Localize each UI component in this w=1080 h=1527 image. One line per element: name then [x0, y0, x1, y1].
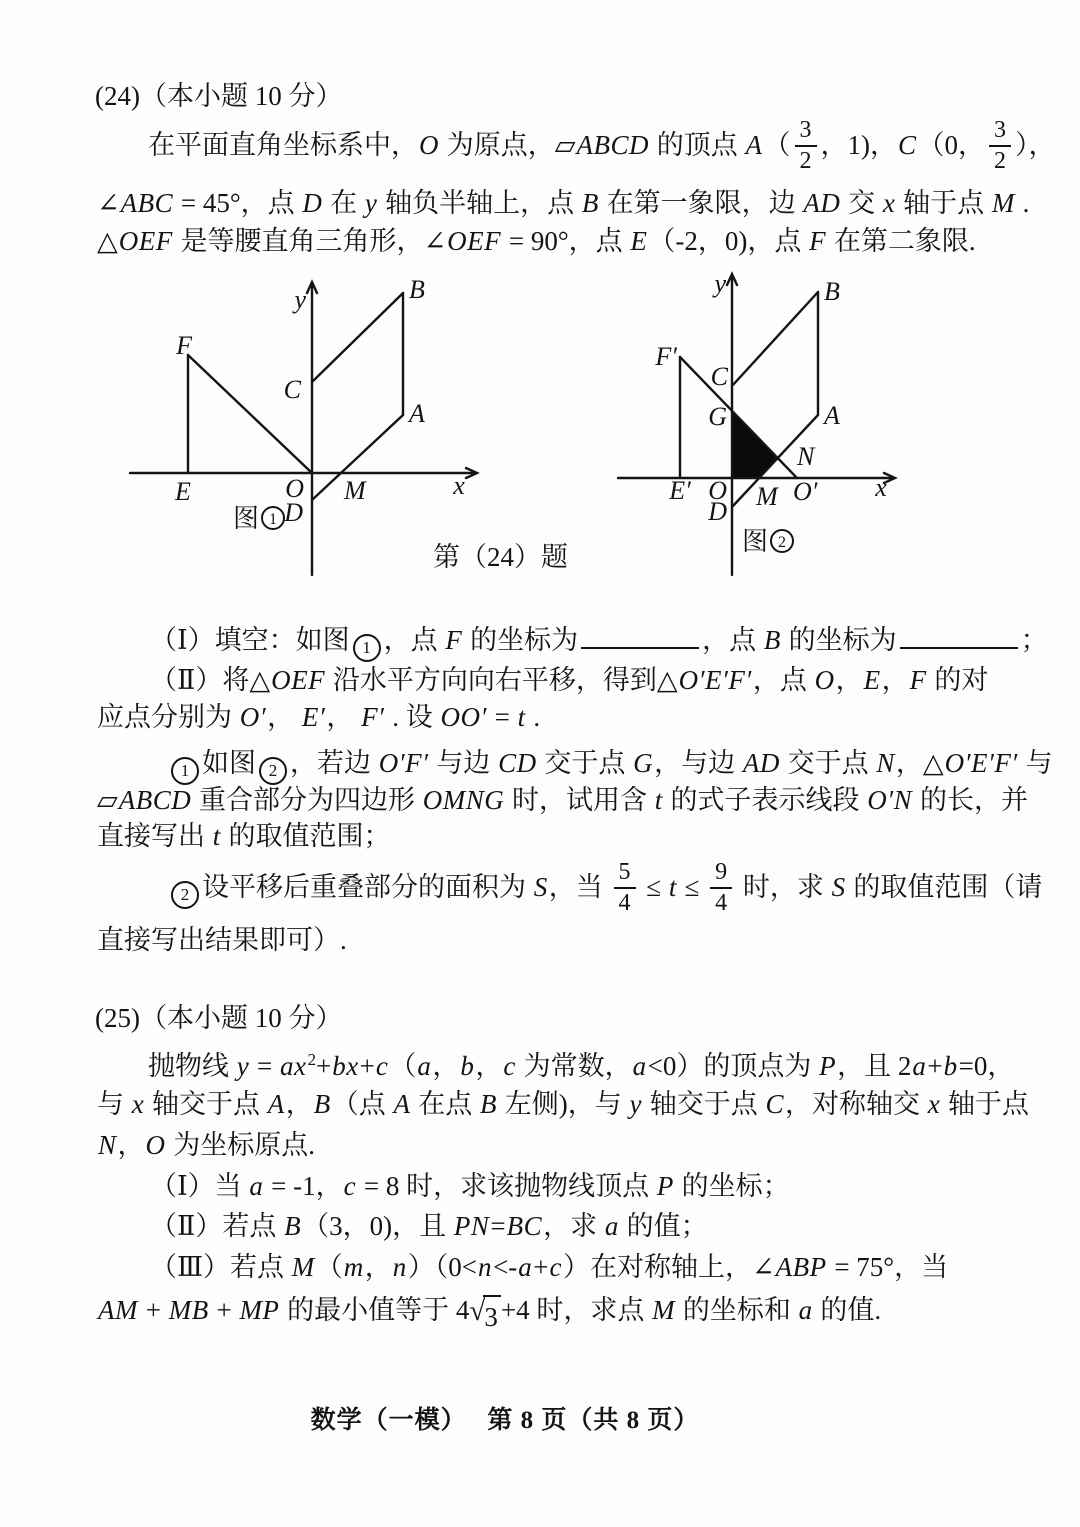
math-variable: t: [668, 872, 677, 902]
text-run: 在: [323, 188, 364, 218]
math-variable: bx: [332, 1051, 359, 1081]
text-run: = 75°，当: [827, 1252, 949, 1282]
fig1-labels: [174, 275, 465, 527]
math-variable: N: [98, 1130, 117, 1160]
q25-part2-line: [150, 1206, 708, 1246]
fig1-caption-number: 1: [269, 511, 277, 528]
fig1-label-M: M: [344, 476, 366, 505]
figure-1: [95, 270, 495, 580]
q24-part2-line-1: [150, 660, 988, 700]
fraction-denominator: 4: [618, 889, 631, 916]
fig2-label-D: D: [708, 497, 727, 526]
math-variable: BC: [506, 1211, 543, 1241]
q25-part1-line: [150, 1166, 790, 1206]
text-run: +4 时，求点: [500, 1295, 652, 1325]
math-variable: a: [912, 1051, 927, 1081]
text-run: 的坐标和: [676, 1295, 798, 1325]
fig2-caption: [742, 527, 793, 556]
fraction: [795, 117, 817, 175]
text-run: .: [526, 702, 541, 732]
math-variable: t: [654, 785, 663, 815]
text-run: 轴交于点: [145, 1089, 267, 1119]
fig2-label-E-prime: E′: [669, 476, 691, 505]
text-run: ，: [285, 1089, 313, 1119]
fig1-segment-CB: [312, 293, 403, 382]
math-variable: M: [652, 1295, 676, 1325]
math-variable: S: [533, 872, 548, 902]
math-variable: AD: [742, 748, 780, 778]
text-run: 时，试用含: [505, 785, 654, 815]
text-run: =0，: [958, 1051, 1015, 1081]
text-run: ，: [117, 1130, 145, 1160]
q25-intro-line-1: [148, 1040, 1014, 1086]
fraction-numerator: 3: [989, 117, 1011, 147]
q25-intro-line-3: [97, 1125, 315, 1165]
text-run: （0，: [917, 130, 986, 160]
text-run: =: [490, 1211, 506, 1241]
math-variable: O: [419, 130, 439, 160]
math-variable: OEF: [447, 226, 502, 256]
math-variable: c: [503, 1051, 516, 1081]
math-variable: O′F′: [378, 748, 429, 778]
math-variable: b: [943, 1051, 958, 1081]
fig2-label-B: B: [824, 277, 840, 306]
math-variable: y: [629, 1089, 642, 1119]
math-variable: S: [831, 872, 846, 902]
text-run: ≤: [639, 872, 668, 902]
text-run: ，1)，: [820, 130, 898, 160]
math-variable: MB: [168, 1295, 209, 1325]
text-run: ，对称轴交: [784, 1089, 927, 1119]
text-run: 的最小值等于 4: [280, 1295, 470, 1325]
math-variable: O′E′F′: [678, 665, 752, 695]
q25-part3-line-1: [150, 1247, 948, 1287]
text-run: 交于点: [780, 748, 876, 778]
math-variable: PN: [453, 1211, 490, 1241]
fig1-caption-text: 图: [233, 504, 260, 533]
math-variable: O′E′F′: [944, 748, 1018, 778]
fraction: [989, 117, 1011, 175]
q24-header: [95, 76, 342, 116]
math-variable: F: [809, 226, 827, 256]
math-variable: B: [581, 188, 599, 218]
text-run: ，△: [895, 748, 944, 778]
math-variable: D: [302, 188, 323, 218]
text-run: 抛物线: [148, 1051, 236, 1081]
fig1-label-D: D: [284, 498, 303, 527]
math-variable: CD: [498, 748, 537, 778]
text-run: （: [763, 130, 791, 160]
text-run: 交: [841, 188, 882, 218]
text-run: ，求: [543, 1211, 604, 1241]
text-run: （Ⅱ）将△: [150, 665, 271, 695]
text-run: 在第一象限，边: [599, 188, 803, 218]
math-variable: OO′: [440, 702, 487, 732]
q24-sub2-line-2: [97, 920, 347, 960]
q24-intro-line-1: [148, 116, 1056, 177]
circled-number: 2: [259, 757, 287, 785]
figures-caption: 第（24）题: [433, 542, 568, 572]
q25-header: [95, 998, 342, 1038]
math-variable: O′: [239, 702, 267, 732]
math-variable: y: [236, 1051, 250, 1081]
fig2-segment-CB: [732, 292, 818, 386]
math-variable: ABC: [120, 188, 174, 218]
text-run: 的坐标为: [463, 625, 579, 655]
math-variable: B: [763, 625, 781, 655]
text-run: 的坐标；: [674, 1171, 790, 1201]
fig2-label-F-prime: F′: [655, 342, 677, 371]
q25-intro-line-2: [97, 1084, 1029, 1124]
math-variable: F: [445, 625, 463, 655]
text-run: 交于点: [537, 748, 633, 778]
text-run: 在平面直角坐标系中，: [148, 130, 418, 160]
text-run: 为原点，▱: [440, 130, 576, 160]
text-run: （-2，0)，点: [648, 226, 809, 256]
math-variable: B: [479, 1089, 497, 1119]
text-run: △: [97, 226, 118, 256]
q24-sub1-line-1: [168, 743, 1053, 785]
fig1-label-A: A: [409, 399, 425, 428]
text-run: 沿水平方向向右平移，得到△: [326, 665, 678, 695]
text-run: ≤: [677, 872, 707, 902]
fraction-numerator: 9: [710, 859, 732, 889]
math-variable: A: [745, 130, 763, 160]
text-run: 直接写出结果即可）.: [97, 925, 347, 955]
q25-part3-line-2: [97, 1290, 881, 1337]
text-run: <0）的顶点为: [647, 1051, 819, 1081]
math-variable: ABCD: [118, 785, 192, 815]
fig2-label-C: C: [710, 362, 728, 391]
text-run: 轴于点: [896, 188, 991, 218]
fig2-labels: [654, 269, 887, 526]
fraction-numerator: 5: [614, 859, 636, 889]
text-run: (24)（本小题 10 分）: [95, 81, 343, 111]
math-variable: B: [313, 1089, 331, 1119]
text-run: ，: [881, 665, 909, 695]
fig1-label-y-axis: y: [294, 285, 306, 314]
square-root: [469, 1295, 500, 1337]
math-variable: O: [814, 665, 835, 695]
fraction-denominator: 4: [715, 889, 728, 916]
text-run: （: [315, 1252, 343, 1282]
math-variable: C: [898, 130, 917, 160]
text-run: （Ⅱ）若点: [150, 1211, 284, 1241]
q24-sub1-line-2: [97, 780, 1028, 820]
figure-2: [600, 262, 930, 582]
text-run: ，: [432, 1051, 460, 1081]
radical-sign: √: [469, 1295, 486, 1327]
text-run: ），: [1015, 130, 1056, 160]
circled-number: 1: [171, 757, 199, 785]
fraction-numerator: 3: [795, 117, 817, 147]
fraction-denominator: 2: [994, 147, 1007, 174]
math-variable: O′N: [867, 785, 913, 815]
math-variable: t: [517, 702, 526, 732]
text-run: ，点: [752, 665, 814, 695]
text-run: 应点分别为: [97, 702, 239, 732]
fig2-label-G: G: [708, 402, 727, 431]
text-run: 的长，并: [913, 785, 1028, 815]
text-run: （点: [331, 1089, 393, 1119]
text-run: 设平移后重叠部分的面积为: [202, 872, 533, 902]
math-variable: P: [656, 1171, 674, 1201]
math-variable: n: [392, 1252, 407, 1282]
text-run: 轴负半轴上，点: [378, 188, 581, 218]
math-variable: x: [131, 1089, 145, 1119]
fig2-label-N: N: [797, 442, 815, 471]
text-run: 的坐标为: [781, 625, 897, 655]
text-run: 的顶点: [650, 130, 745, 160]
text-run: ，若边: [290, 748, 378, 778]
text-run: 的值.: [813, 1295, 882, 1325]
fig1-label-O: O: [285, 474, 304, 503]
text-run: 重合部分为四边形: [192, 785, 422, 815]
answer-blank: [900, 620, 1018, 649]
q24-intro-line-2: [97, 183, 1029, 223]
math-variable: a: [518, 1252, 533, 1282]
text-run: +: [359, 1051, 375, 1081]
text-run: 轴交于点: [642, 1089, 765, 1119]
math-variable: P: [819, 1051, 837, 1081]
text-run: ，: [364, 1252, 392, 1282]
math-variable: x: [882, 188, 896, 218]
math-variable: A: [267, 1089, 285, 1119]
fig1-caption: [233, 504, 284, 533]
math-variable: MP: [239, 1295, 280, 1325]
math-variable: c: [343, 1171, 357, 1201]
text-run: ，: [267, 702, 301, 732]
math-variable: x: [927, 1089, 941, 1119]
math-variable: G: [633, 748, 654, 778]
text-run: 的式子表示线段: [663, 785, 867, 815]
math-variable: E′: [301, 702, 326, 732]
text-run: 与边: [429, 748, 498, 778]
fig2-shaded-region-OMNG: [732, 411, 778, 478]
math-variable: O: [145, 1130, 166, 1160]
math-variable: E: [630, 226, 648, 256]
q24-part2-line-2: [97, 697, 540, 737]
circled-number: 1: [353, 634, 381, 662]
fig1-axes: [130, 282, 477, 575]
math-variable: b: [460, 1051, 475, 1081]
text-run: +: [315, 1051, 332, 1081]
text-run: +: [533, 1252, 549, 1282]
text-run: 为坐标原点.: [166, 1130, 316, 1160]
math-variable: M: [291, 1252, 315, 1282]
fig2-label-A: A: [824, 401, 840, 430]
math-variable: c: [549, 1252, 562, 1282]
math-variable: AD: [803, 188, 841, 218]
fig2-label-O-prime: O′: [793, 477, 818, 506]
fig2-label-O: O: [708, 476, 727, 505]
fig1-label-B: B: [409, 275, 425, 304]
radicand: 3: [483, 1295, 501, 1337]
text-run: <-: [493, 1252, 518, 1282]
text-run: ，当: [548, 872, 610, 902]
fig1-label-E: E: [175, 477, 191, 506]
text-run: 的取值范围（请: [846, 872, 1043, 902]
text-run: = -1，: [264, 1171, 343, 1201]
text-run: 与: [97, 1089, 131, 1119]
fig1-label-F: F: [176, 331, 192, 360]
superscript: 2: [307, 1050, 316, 1069]
fig1-label-x-axis: x: [453, 471, 465, 500]
page-footer: 数学（一模） 第 8 页（共 8 页）: [310, 1407, 700, 1434]
text-run: +: [138, 1295, 168, 1325]
text-run: 与: [1018, 748, 1053, 778]
fraction: [614, 859, 636, 917]
math-variable: M: [991, 188, 1015, 218]
text-run: （Ⅰ）填空：如图: [150, 625, 350, 655]
text-run: = 45°，点: [174, 188, 302, 218]
circled-number: 2: [171, 881, 199, 909]
text-run: =: [487, 702, 517, 732]
text-run: ）（0<: [407, 1252, 478, 1282]
text-run: （: [389, 1051, 417, 1081]
q24-intro-line-3: [97, 221, 976, 261]
fig1-segment-FO: [188, 355, 312, 473]
text-run: 轴于点: [941, 1089, 1029, 1119]
text-run: 左侧)，与: [497, 1089, 629, 1119]
math-variable: N: [876, 748, 895, 778]
text-run: ∠: [97, 188, 120, 218]
math-variable: a: [604, 1211, 619, 1241]
text-run: 在第二象限.: [827, 226, 976, 256]
text-run: 在点: [411, 1089, 479, 1119]
math-variable: c: [375, 1051, 389, 1081]
math-variable: A: [393, 1089, 411, 1119]
text-run: ，: [326, 702, 361, 732]
fraction: [710, 859, 732, 917]
math-variable: C: [765, 1089, 784, 1119]
text-run: +: [209, 1295, 239, 1325]
math-variable: y: [364, 188, 378, 218]
q24-sub2-line-1: [168, 858, 1042, 919]
fig2-label-x-axis: x: [875, 473, 887, 502]
math-variable: m: [343, 1252, 364, 1282]
math-variable: AM: [98, 1295, 138, 1325]
text-run: ）在对称轴上，∠: [562, 1252, 775, 1282]
math-variable: n: [478, 1252, 493, 1282]
text-run: 为常数，: [516, 1051, 632, 1081]
text-run: +: [927, 1051, 943, 1081]
fig2-caption-text: 图: [742, 527, 769, 556]
text-run: ，且 2: [837, 1051, 912, 1081]
text-run: .: [1015, 188, 1030, 218]
math-variable: a: [417, 1051, 432, 1081]
text-run: 的值；: [619, 1211, 708, 1241]
math-variable: OEF: [118, 226, 173, 256]
fig2-label-y-axis: y: [714, 269, 726, 298]
text-run: （3，0)，且: [302, 1211, 453, 1241]
text-run: ，点: [702, 625, 763, 655]
q24-part1-line: [150, 620, 1048, 662]
text-run: ，点: [383, 625, 445, 655]
math-variable: F: [909, 665, 927, 695]
math-variable: F′: [361, 702, 385, 732]
fig1-label-C: C: [283, 375, 301, 404]
fig2-label-M: M: [756, 482, 778, 511]
answer-blank: [581, 620, 699, 649]
text-run: = 8 时，求该抛物线顶点: [357, 1171, 656, 1201]
text-run: . 设: [385, 702, 440, 732]
math-variable: E: [863, 665, 881, 695]
text-run: 直接写出: [97, 821, 212, 851]
text-run: （Ⅰ）当: [150, 1171, 249, 1201]
q24-sub1-line-3: [97, 816, 391, 856]
text-run: =: [250, 1051, 279, 1081]
text-run: ；: [1020, 625, 1048, 655]
math-variable: B: [284, 1211, 302, 1241]
text-run: 的取值范围；: [221, 821, 391, 851]
text-run: 如图: [202, 748, 256, 778]
text-run: ，: [835, 665, 863, 695]
text-run: ，与边: [654, 748, 742, 778]
text-run: ▱: [97, 785, 118, 815]
fig2-caption-number: 2: [778, 534, 786, 551]
math-variable: ABCD: [576, 130, 650, 160]
text-run: 的对: [927, 665, 989, 695]
text-run: 是等腰直角三角形，∠: [173, 226, 447, 256]
math-variable: ax: [279, 1051, 307, 1081]
text-run: ，: [475, 1051, 503, 1081]
math-variable: OEF: [271, 665, 326, 695]
math-variable: a: [632, 1051, 647, 1081]
q24-figures-block: [0, 262, 1080, 584]
math-variable: a: [249, 1171, 264, 1201]
math-variable: ABP: [775, 1252, 827, 1282]
text-run: = 90°，点: [502, 226, 630, 256]
text-run: 时，求: [736, 872, 831, 902]
fraction-denominator: 2: [799, 147, 812, 174]
text-run: (25)（本小题 10 分）: [95, 1003, 343, 1033]
math-variable: t: [212, 821, 221, 851]
math-variable: a: [798, 1295, 813, 1325]
text-run: （Ⅲ）若点: [150, 1252, 291, 1282]
math-variable: OMNG: [422, 785, 505, 815]
